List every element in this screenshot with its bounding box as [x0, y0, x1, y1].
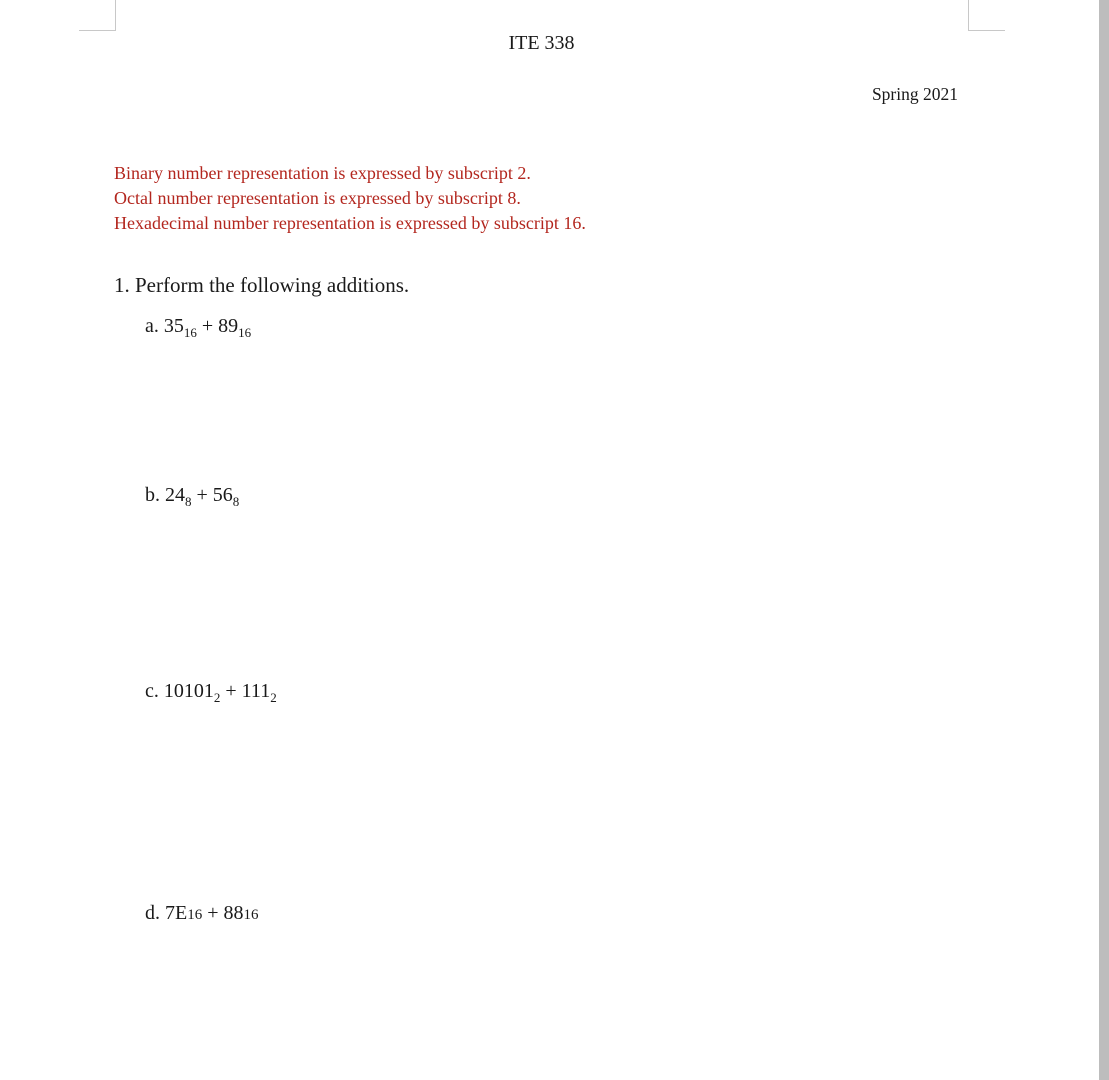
operand-2-base: 16 [238, 325, 252, 340]
operand-1-base: 8 [185, 494, 192, 509]
note-hexadecimal: Hexadecimal number representation is expressed by subscript 16. [114, 213, 586, 233]
operand-1: 10101 [163, 680, 214, 702]
operand-2-base: 8 [232, 494, 240, 509]
item-label: d. [145, 902, 160, 924]
operator: + [207, 902, 219, 924]
header-course-title: ITE 338 [508, 32, 575, 54]
operand-1: 7E [165, 902, 188, 924]
operand-2: 111 [241, 680, 271, 702]
operand-1: 35 [163, 315, 184, 337]
subscript-notes [114, 161, 586, 236]
operand-2: 89 [218, 315, 239, 337]
operator: + [201, 315, 214, 337]
header-term: Spring 2021 [871, 84, 958, 104]
operator: + [225, 680, 237, 702]
question-item-b [145, 484, 239, 507]
operand-1: 24 [165, 484, 185, 506]
operand-1-base: 16 [187, 907, 203, 923]
operand-1-base: 2 [213, 690, 221, 705]
question-item-c [145, 680, 277, 703]
margin-corner-top-right [968, 0, 1005, 31]
item-label: b. [145, 484, 160, 506]
operand-2-base: 16 [243, 907, 259, 923]
operator: + [196, 484, 208, 506]
question-item-d [145, 902, 259, 925]
operand-1-base: 16 [183, 325, 197, 340]
question-item-a [145, 315, 251, 338]
note-octal: Octal number representation is expressed by subscript 8. [114, 188, 521, 208]
item-label: c. [145, 680, 159, 702]
margin-corner-top-left [79, 0, 116, 31]
operand-2: 56 [212, 484, 233, 506]
operand-2: 88 [223, 902, 244, 924]
item-label: a. [145, 315, 159, 337]
operand-2-base: 2 [270, 690, 277, 705]
question-1-prompt: 1. Perform the following additions. [114, 273, 410, 297]
note-binary: Binary number representation is expressed by subscript 2. [114, 163, 531, 183]
page-edge-shadow [1099, 0, 1109, 1080]
